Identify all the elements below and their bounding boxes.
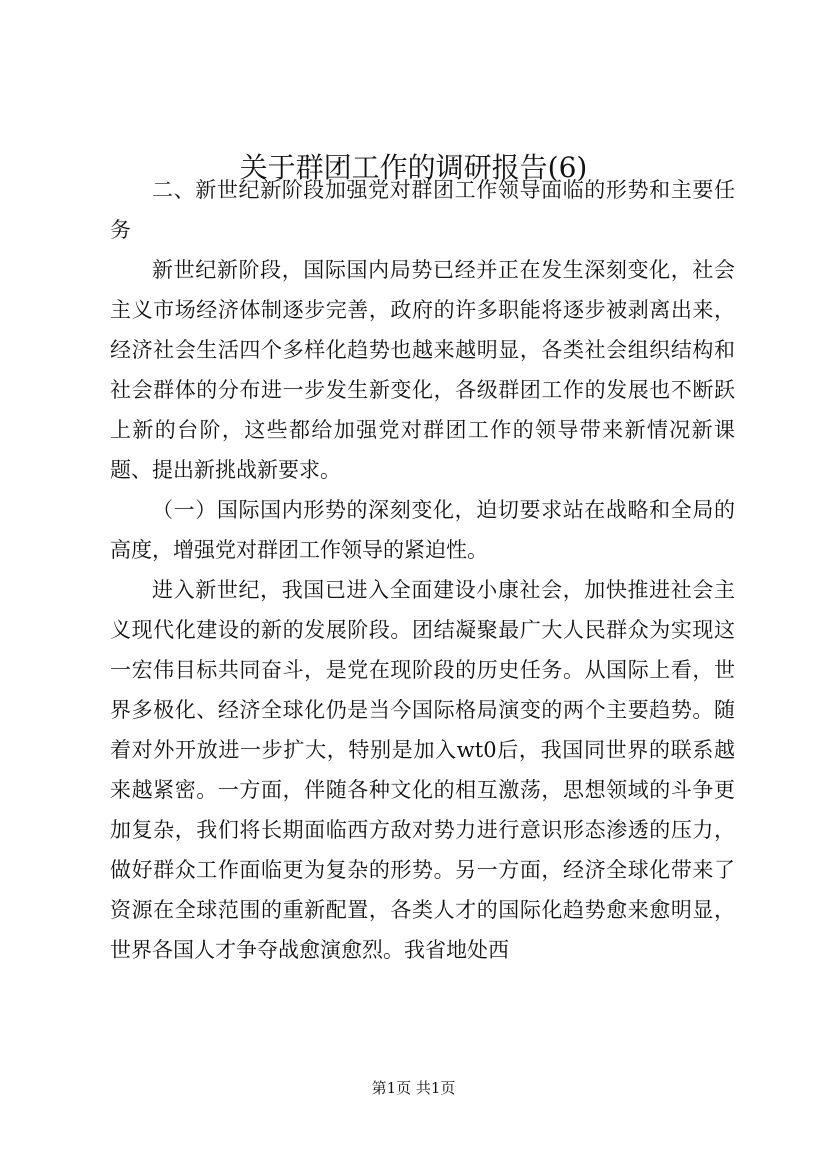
document-title: 关于群团工作的调研报告(6) [239,151,588,184]
section-heading: 二、新世纪新阶段加强党对群团工作领导面临的形势和主要任务 [110,178,735,242]
body-paragraph: 进入新世纪，我国已进入全面建设小康社会，加快推进社会主义现代化建设的新的发展阶段。团结凝聚最广大人民群众为实现这一宏伟目标共同奋斗，是党在现阶段的历史任务。从国际上看，世界多极化、经济全球化仍是当今国际格局演变的两个主要趋势。随着对外开放进一步扩大，特别是加入wt0后，我国同世界的联系越来越紧密。一方面，伴随各种文化的相互激荡，思想领域的斗争更加复杂，我们将长期面临西方敌对势力进行意识形态渗透的压力，做好群众工作面临更为复杂的形势。另一方面，经济全球化带来了资源在全球范围的重新配置，各类人才的国际化趋势愈来愈明显，世界各国人才争夺战愈演愈烈。我省地处西 [110,578,735,962]
page-footer: 第1页 共1页 [371,1079,456,1097]
document-body [110,170,735,970]
subsection-heading: （一）国际国内形势的深刻变化，迫切要求站在战略和全局的高度，增强党对群团工作领导的紧迫性。 [110,498,735,562]
body-paragraph: 新世纪新阶段，国际国内局势已经并正在发生深刻变化，社会主义市场经济体制逐步完善，政府的许多职能将逐步被剥离出来，经济社会生活四个多样化趋势也越来越明显，各类社会组织结构和社会群体的分布进一步发生新变化，各级群团工作的发展也不断跃上新的台阶，这些都给加强党对群团工作的领导带来新情况新课题、提出新挑战新要求。 [110,258,735,482]
